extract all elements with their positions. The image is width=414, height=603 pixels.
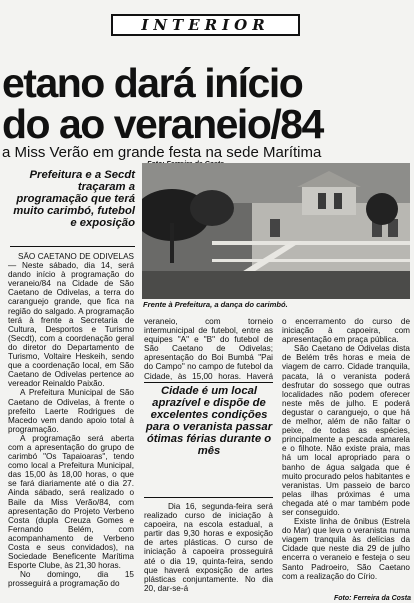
column-1-paragraph: A Prefeitura Municipal de São Caetano de Odivelas, à frente o prefeito Laerte Rodrigues de Macedo vem dando apoio total à programação. xyxy=(8,388,134,434)
photo-credit-bottom: Foto: Ferreira da Costa xyxy=(334,595,412,602)
section-banner xyxy=(111,14,300,36)
photo-prefeitura xyxy=(142,163,410,299)
column-3-paragraph: São Caetano de Odivelas dista de Belém três horas e meia de viagem de carro. Cidade tranquila, pacata, lá o veranista poderá desfrutar do sossego que outras localidades não podem oferecer neste mês de julho. E poderá degustar o caranguejo, o que há de melhor, além de não faltar o peixe, de todas as espécies, principalmente a pescada amarela e o filhote. Não existe praia, mas há um local apropriado para o banho de água salgada que é muito procurado pelos habitantes e veranistas. Um passeio de barco pelas ilhas próximas é uma chegada até o mar também pode ser conseguido. xyxy=(282,344,410,517)
article-column-2-top xyxy=(144,317,273,381)
headline-line-2: do ao veraneio/84 xyxy=(2,102,323,146)
pullquote-rule-top xyxy=(144,382,273,383)
deck: Prefeitura e a Secdt traçaram a programação que terá muito carimbó, futebol e exposição xyxy=(13,169,135,229)
column-2-paragraph: Dia 16, segunda-feira será realizado curso de iniciação à capoeira, na escola estadual, a partir das 9,30 horas e exposição de artes plásticas. O curso de iniciação à capoeira prosseguirá até o dia 19, quinta-feira, sendo que haverá exposição de artes plásticas conjuntamente. No dia 20, dar-se-á xyxy=(144,502,273,593)
article-column-1 xyxy=(8,252,134,602)
headline-line-1: etano dará início xyxy=(2,61,303,105)
article-column-3 xyxy=(282,317,410,595)
deck-rule xyxy=(10,246,135,247)
photo-caption: Frente à Prefeitura, a dança do carimbó. xyxy=(143,300,288,309)
article-column-2-bottom xyxy=(144,502,273,600)
column-1-paragraph: No domingo, dia 15 prosseguirá a programação do xyxy=(8,570,134,589)
column-3-paragraph: o encerramento do curso de iniciação à capoeira, com apresentação em praça pública. xyxy=(282,317,410,345)
subhead: a Miss Verão em grande festa na sede Marítima xyxy=(2,144,322,161)
section-title: INTERIOR xyxy=(141,16,270,34)
column-3-paragraph: Existe linha de ônibus (Estrela do Mar) que leva o veranista numa viagem tranquila às delícias da Cidade que neste dia 29 de julho encerra o veraneio e festeja o seu Santo Padroeiro, São Caetano com a realização do Círio. xyxy=(282,517,410,581)
column-2-paragraph: veraneio, com torneio intermunicipal de futebol, entre as equipes "A" e "B" do futebol de São Caetano de Odivelas; apresentação do Boi Bumbá "Pai do Campo" no campo de futebol da Cidade, às 15,00 horas. Haverá xyxy=(144,317,273,381)
column-1-paragraph: A programação será aberta com a apresentação do grupo de carimbó "Os Tapaioaras", tendo como local a Prefeitura Municipal, das 15,00 às 18,00 horas, o que se fará diariamente até o dia 27. Ainda sábado, será realizado o Baile da Miss Verão/84, com apresentação do Projeto Verbeno Costa (dupla Creuza Gomes e Fernando Belém, com acompanhamento de Verbeno Costa e seus convidados), na Sociedade Beneficente Marítima Esporte Clube, às 21,30 horas. xyxy=(8,433,134,571)
pullquote-rule-bottom xyxy=(144,497,273,498)
pullquote: Cidade é um local aprazível e dispõe de excelentes condições para o veranista passar ótimas férias durante o mês xyxy=(145,385,273,457)
column-1-paragraph: SÃO CAETANO DE ODIVELAS — Neste sábado, dia 14, será dando início à programação do veraneio/84 na Cidade de São Caetano de Odivelas, a terra do caranguejo grande, que fica na região do salgado. A programação terá à frente a Secretaria de Cultura, Desportos e Turismo (Secdt), com a coordenação geral do diretor do Departamento de Turismo, Voltaire Heskeih, sendo que a coordenação local, em São Caetano de Odivelas pertence ao vereador Reinaldo Paixão. xyxy=(8,252,134,389)
photo-illustration xyxy=(142,163,410,299)
